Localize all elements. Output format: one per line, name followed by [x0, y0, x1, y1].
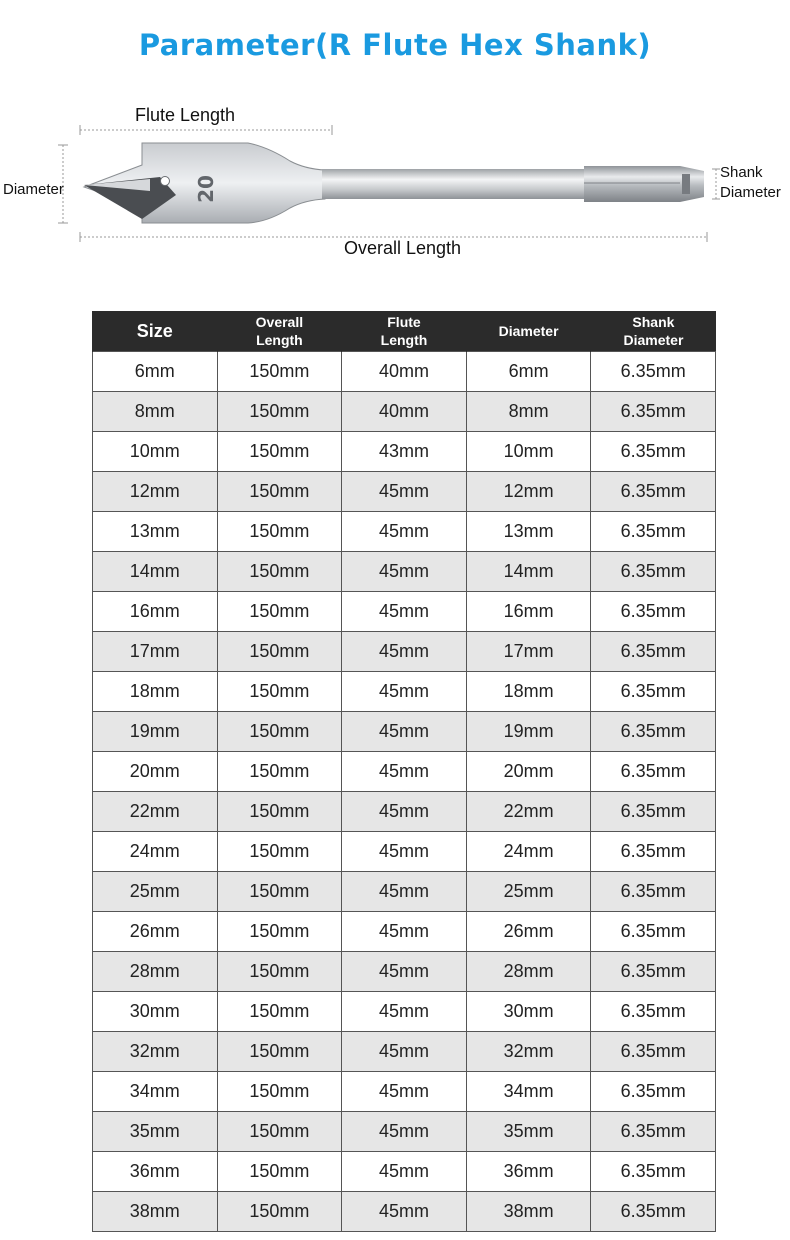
bit-size-marking: [186, 169, 226, 209]
table-row: [93, 1112, 716, 1152]
size-cell: 26mm: [93, 912, 218, 952]
diameter-cell: 30mm: [466, 992, 591, 1032]
overall-length-cell: 150mm: [217, 1192, 342, 1232]
shank-diameter-cell: 6.35mm: [591, 1072, 716, 1112]
header-flute-length: Flute Length: [342, 311, 467, 352]
table-row: [93, 552, 716, 592]
diameter-cell: 13mm: [466, 512, 591, 552]
size-cell: 14mm: [93, 552, 218, 592]
flute-length-cell: 45mm: [342, 1032, 467, 1072]
flute-length-cell: 45mm: [342, 552, 467, 592]
diameter-cell: 17mm: [466, 632, 591, 672]
flute-length-cell: 45mm: [342, 1152, 467, 1192]
table-row: [93, 352, 716, 392]
table-row: [93, 592, 716, 632]
overall-length-cell: 150mm: [217, 912, 342, 952]
size-cell: 18mm: [93, 672, 218, 712]
overall-length-cell: 150mm: [217, 1072, 342, 1112]
shank-diameter-cell: 6.35mm: [591, 1112, 716, 1152]
shank-diameter-cell: 6.35mm: [591, 512, 716, 552]
diameter-cell: 22mm: [466, 792, 591, 832]
shank-diameter-cell: 6.35mm: [591, 472, 716, 512]
shank-diameter-cell: 6.35mm: [591, 672, 716, 712]
table-row: [93, 992, 716, 1032]
diameter-cell: 35mm: [466, 1112, 591, 1152]
shank-diameter-cell: 6.35mm: [591, 1192, 716, 1232]
flute-length-cell: 45mm: [342, 872, 467, 912]
diameter-cell: 12mm: [466, 472, 591, 512]
shank-diameter-cell: 6.35mm: [591, 712, 716, 752]
size-cell: 30mm: [93, 992, 218, 1032]
flute-length-cell: 45mm: [342, 1192, 467, 1232]
table-header-row: [93, 311, 716, 352]
flute-length-cell: 45mm: [342, 992, 467, 1032]
flute-length-cell: 45mm: [342, 712, 467, 752]
size-cell: 22mm: [93, 792, 218, 832]
table-row: [93, 632, 716, 672]
shank-diameter-cell: 6.35mm: [591, 992, 716, 1032]
flute-length-cell: 45mm: [342, 912, 467, 952]
table-row: [93, 832, 716, 872]
table-row: [93, 512, 716, 552]
flute-length-cell: 45mm: [342, 592, 467, 632]
overall-length-cell: 150mm: [217, 632, 342, 672]
drill-bit-diagram: [0, 95, 790, 275]
diameter-cell: 6mm: [466, 352, 591, 392]
shank-diameter-cell: 6.35mm: [591, 432, 716, 472]
diameter-cell: 32mm: [466, 1032, 591, 1072]
shank-diameter-cell: 6.35mm: [591, 912, 716, 952]
flute-length-cell: 45mm: [342, 672, 467, 712]
size-cell: 25mm: [93, 872, 218, 912]
diameter-cell: 36mm: [466, 1152, 591, 1192]
flute-length-cell: 45mm: [342, 1072, 467, 1112]
overall-length-cell: 150mm: [217, 712, 342, 752]
shank-diameter-cell: 6.35mm: [591, 632, 716, 672]
shank-diameter-label: [720, 163, 781, 203]
overall-length-cell: 150mm: [217, 992, 342, 1032]
diameter-cell: 28mm: [466, 952, 591, 992]
size-cell: 32mm: [93, 1032, 218, 1072]
size-cell: 8mm: [93, 392, 218, 432]
diameter-cell: 10mm: [466, 432, 591, 472]
size-cell: 10mm: [93, 432, 218, 472]
table-row: [93, 1032, 716, 1072]
size-cell: 20mm: [93, 752, 218, 792]
blade-hole: [161, 177, 170, 186]
table-row: [93, 712, 716, 752]
overall-length-cell: 150mm: [217, 352, 342, 392]
header-overall-length: Overall Length: [217, 311, 342, 352]
overall-length-label: Overall Length: [344, 238, 462, 258]
flute-length-label: Flute Length: [135, 105, 236, 125]
diameter-cell: 34mm: [466, 1072, 591, 1112]
overall-length-cell: 150mm: [217, 392, 342, 432]
shank-diameter-cell: 6.35mm: [591, 832, 716, 872]
diameter-cell: 38mm: [466, 1192, 591, 1232]
table-row: [93, 672, 716, 712]
shank-label-line2: Diameter: [720, 184, 781, 201]
diameter-cell: 18mm: [466, 672, 591, 712]
flute-length-cell: 45mm: [342, 792, 467, 832]
table-row: [93, 872, 716, 912]
overall-length-cell: 150mm: [217, 792, 342, 832]
overall-length-cell: 150mm: [217, 1112, 342, 1152]
table-row: [93, 392, 716, 432]
flute-length-cell: 45mm: [342, 1112, 467, 1152]
shank-diameter-cell: 6.35mm: [591, 552, 716, 592]
size-cell: 24mm: [93, 832, 218, 872]
overall-length-cell: 150mm: [217, 552, 342, 592]
overall-length-cell: 150mm: [217, 752, 342, 792]
size-cell: 34mm: [93, 1072, 218, 1112]
table-row: [93, 1072, 716, 1112]
overall-length-cell: 150mm: [217, 472, 342, 512]
table-row: [93, 432, 716, 472]
header-diameter: Diameter: [466, 311, 591, 352]
shank-diameter-cell: 6.35mm: [591, 392, 716, 432]
shank-diameter-cell: 6.35mm: [591, 1032, 716, 1072]
hex-shank: [584, 166, 680, 202]
parameter-table: [92, 311, 716, 1232]
shank-diameter-cell: 6.35mm: [591, 752, 716, 792]
header-shank-diameter: Shank Diameter: [591, 311, 716, 352]
overall-length-cell: 150mm: [217, 1152, 342, 1192]
overall-length-cell: 150mm: [217, 672, 342, 712]
table-row: [93, 1192, 716, 1232]
shank-diameter-cell: 6.35mm: [591, 872, 716, 912]
table-row: [93, 752, 716, 792]
overall-length-cell: 150mm: [217, 512, 342, 552]
diameter-cell: 20mm: [466, 752, 591, 792]
size-cell: 12mm: [93, 472, 218, 512]
overall-length-cell: 150mm: [217, 832, 342, 872]
page-title: Parameter(R Flute Hex Shank): [138, 28, 652, 62]
overall-length-cell: 150mm: [217, 592, 342, 632]
flute-length-cell: 40mm: [342, 392, 467, 432]
size-cell: 13mm: [93, 512, 218, 552]
diameter-cell: 16mm: [466, 592, 591, 632]
flute-length-cell: 43mm: [342, 432, 467, 472]
table-row: [93, 952, 716, 992]
size-cell: 19mm: [93, 712, 218, 752]
header-size: Size: [93, 311, 218, 352]
size-cell: 36mm: [93, 1152, 218, 1192]
shank-diameter-cell: 6.35mm: [591, 1152, 716, 1192]
size-cell: 35mm: [93, 1112, 218, 1152]
flute-length-cell: 45mm: [342, 512, 467, 552]
flute-length-cell: 45mm: [342, 952, 467, 992]
table-row: [93, 1152, 716, 1192]
flute-length-cell: 45mm: [342, 632, 467, 672]
flute-length-cell: 45mm: [342, 752, 467, 792]
shank-diameter-cell: 6.35mm: [591, 592, 716, 632]
shaft: [322, 169, 584, 199]
diameter-label: Diameter: [3, 181, 64, 198]
diameter-cell: 8mm: [466, 392, 591, 432]
diameter-cell: 24mm: [466, 832, 591, 872]
diameter-cell: 19mm: [466, 712, 591, 752]
size-cell: 6mm: [93, 352, 218, 392]
shank-diameter-cell: 6.35mm: [591, 352, 716, 392]
size-cell: 16mm: [93, 592, 218, 632]
table-row: [93, 472, 716, 512]
overall-length-cell: 150mm: [217, 872, 342, 912]
table-row: [93, 792, 716, 832]
flute-length-cell: 45mm: [342, 472, 467, 512]
shank-diameter-cell: 6.35mm: [591, 792, 716, 832]
size-cell: 17mm: [93, 632, 218, 672]
svg-text:20: 20: [194, 175, 218, 203]
flute-length-cell: 40mm: [342, 352, 467, 392]
diameter-cell: 25mm: [466, 872, 591, 912]
size-cell: 28mm: [93, 952, 218, 992]
diameter-cell: 14mm: [466, 552, 591, 592]
flute-length-cell: 45mm: [342, 832, 467, 872]
size-cell: 38mm: [93, 1192, 218, 1232]
table-row: [93, 912, 716, 952]
shank-label-line1: Shank: [720, 164, 763, 181]
overall-length-cell: 150mm: [217, 1032, 342, 1072]
diameter-cell: 26mm: [466, 912, 591, 952]
shank-diameter-cell: 6.35mm: [591, 952, 716, 992]
overall-length-cell: 150mm: [217, 952, 342, 992]
overall-length-cell: 150mm: [217, 432, 342, 472]
